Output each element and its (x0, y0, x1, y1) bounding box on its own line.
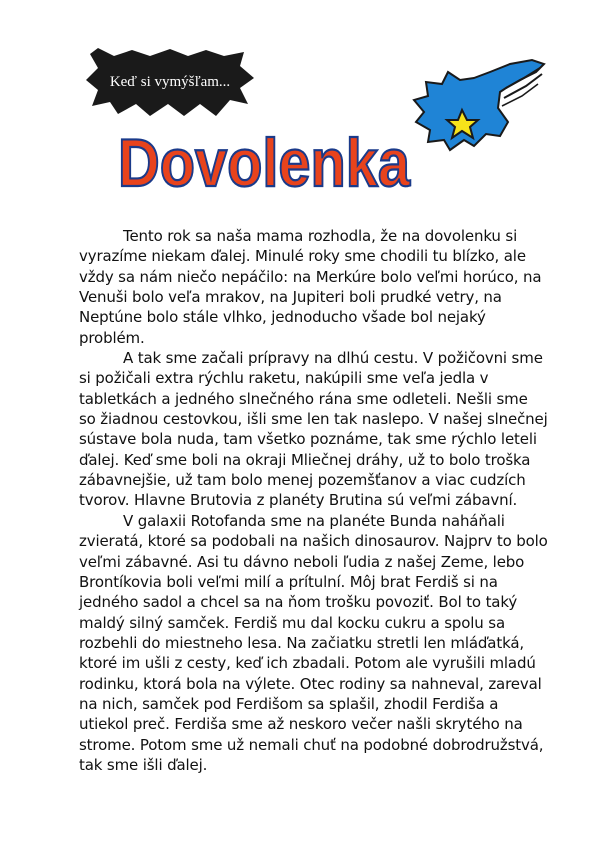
title-graphic (114, 120, 414, 200)
shooting-star-icon (414, 58, 546, 154)
header-badge (84, 44, 256, 120)
badge-text: Keď si vymýšľam... (109, 73, 231, 90)
paragraph-2: A tak sme začali prípravy na dlhú cestu. V požičovni sme si požičali extra rýchlu raketu, nakúpili sme veľa jedla v tabletkách a jedného slnečného rána sme odleteli. Nešli sme so žiadnou cestovkou, išli sme len tak naslepo. V našej slnečnej sústave bola nuda, tam všetko poznáme, tak sme rýchlo leteli ďalej. Keď sme boli na okraji Mliečnej dráhy, už to bolo troška zábavnejšie, už tam bolo menej pozemšťanov a viac cudzích tvorov. Hlavne Brutovia z planéty Brutina sú veľmi zábavní. (79, 349, 548, 510)
title-text: Dovolenka (118, 125, 411, 201)
page-title (114, 120, 414, 200)
paragraph-1: Tento rok sa naša mama rozhodla, že na dovolenku si vyrazíme niekam ďalej. Minulé roky sme chodili tu blízko, ale vždy sa nám niečo nepáčilo: na Merkúre bolo veľmi horúco, na Venuši bolo veľa mrakov, na Jupiteri boli prudké vetry, na Neptúne bolo stále vlhko, jednoducho všade bol nejaký problém. (79, 227, 542, 347)
story-text (79, 226, 549, 775)
paragraph-3: V galaxii Rotofanda sme na planéte Bunda naháňali zvieratá, ktoré sa podobali na našich dinosaurov. Najprv to bolo veľmi zábavné. Asi tu dávno neboli ľudia z našej Zeme, lebo Brontíkovia boli veľmi milí a prítulní. Môj brat Ferdiš si na jedného sadol a chcel sa na ňom trošku povoziť. Bol to taký maldý silný samček. Ferdiš mu dal kocku cukru a spolu sa rozbehli do miestneho lesa. Na začiatku stretli len mláďatká, ktoré im ušli z cesty, keď ich zbadali. Potom ale vyrušili mladú rodinku, ktorá bola na výlete. Otec rodiny sa nahneval, zareval na nich, samček pod Ferdišom sa splašil, zhodil Ferdiša a utiekol preč. Ferdiša sme až neskoro večer našli skrytého na strome. Potom sme už nemali chuť na podobné dobrodružstvá, tak sme išli ďalej. (79, 511, 548, 774)
